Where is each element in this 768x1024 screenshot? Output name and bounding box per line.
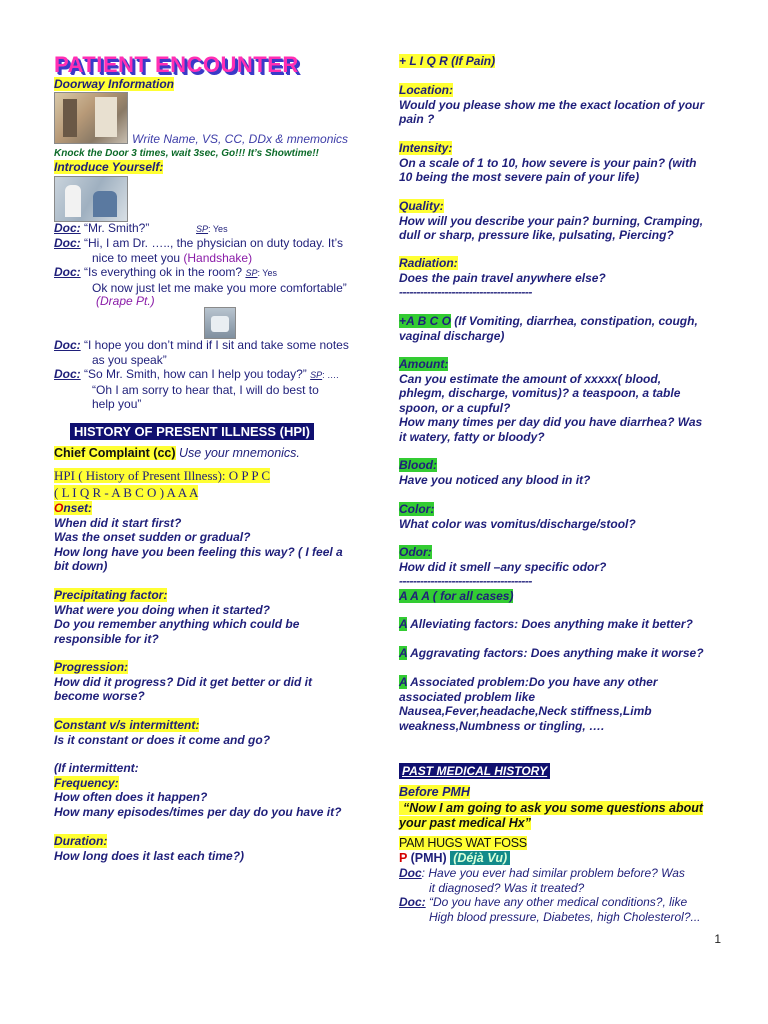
blood-question: Have you noticed any blood in it?	[399, 472, 591, 487]
page-number: 1	[714, 932, 721, 946]
sp-label: SP	[310, 370, 323, 380]
aaa-label: A A A ( for all cases)	[399, 588, 514, 603]
page-title: PATIENT ENCOUNTER	[54, 52, 299, 77]
blood-section	[399, 458, 729, 487]
hpi-line-1: HPI ( History of Present Illness): O P P C	[54, 468, 271, 483]
precipitating-question: What were you doing when it started?	[54, 602, 271, 617]
associated-text: Nausea,Fever,headache,Neck stiffness,Limb	[399, 704, 652, 718]
location-label: Location:	[399, 83, 453, 97]
dialogue-text: High blood pressure, Diabetes, high Cholesterol?...	[429, 909, 701, 924]
quality-question: dull or sharp, pressure like, pulsating, Piercing?	[399, 228, 674, 242]
abco-text: vaginal discharge)	[399, 328, 505, 343]
pmh-transition-quote	[399, 801, 729, 831]
onset-section	[54, 501, 372, 574]
dialogue-5	[54, 367, 372, 412]
onset-rest: nset:	[63, 501, 93, 515]
liqr-heading	[399, 54, 495, 69]
chief-complaint	[54, 446, 300, 461]
pmh-dialogue-2	[399, 895, 729, 924]
dialogue-text: “I hope you don’t mind if I sit and take some notes	[80, 338, 349, 352]
doc-label: Doc:	[54, 338, 81, 352]
onset-question: When did it start first?	[54, 515, 182, 530]
hpi-section-header	[70, 423, 314, 441]
chair-photo	[204, 307, 236, 339]
hpi-line-2: ( L I Q R - A B C O ) A A A	[54, 485, 199, 500]
knock-instruction: Knock the Door 3 times, wait 3sec, Go!!! It’s Showtime!!	[54, 148, 319, 159]
radiation-question: Does the pain travel anywhere else?	[399, 270, 606, 285]
progression-question: become worse?	[54, 689, 145, 703]
onset-question: bit down)	[54, 559, 108, 573]
precipitating-question: responsible for it?	[54, 631, 159, 646]
dialogue-4	[54, 338, 372, 367]
constant-section	[54, 718, 372, 747]
duration-question: How long does it last each time?)	[54, 848, 245, 863]
a-letter: A	[399, 675, 408, 689]
introduce-heading	[54, 160, 163, 175]
associated-text: Associated problem:Do you have any other	[407, 675, 658, 689]
abco-text: (If Vomiting, diarrhea, constipation, cough,	[450, 314, 698, 328]
sp-label: SP	[196, 224, 209, 234]
quote-line: your past medical Hx”	[399, 816, 531, 830]
doc-label: Doc:	[54, 236, 81, 250]
amount-question: How many times per day did you have diarrhea? Was	[399, 415, 703, 429]
amount-question: phlegm, discharge, vomitus)? a teaspoon, a table	[399, 386, 681, 400]
quality-question: How will you describe your pain? burning, Cramping,	[399, 213, 704, 228]
blood-label: Blood:	[399, 458, 437, 472]
liqr-label: + L I Q R (If Pain)	[399, 54, 496, 68]
onset-o-letter: O	[54, 501, 64, 515]
quality-label: Quality:	[399, 199, 444, 213]
location-question: Would you please show me the exact location of your	[399, 97, 705, 112]
frequency-question: How often does it happen?	[54, 790, 208, 804]
hpi-mnemonic	[54, 467, 270, 501]
sp-label: SP	[245, 268, 258, 278]
color-section	[399, 502, 729, 531]
doorway-photo	[54, 92, 128, 144]
dialogue-3	[54, 265, 372, 295]
divider: --------------------------------------	[399, 285, 532, 299]
amount-section	[399, 357, 729, 444]
color-question: What color was vomitus/discharge/stool?	[399, 516, 636, 531]
sp-response: : ….	[322, 370, 339, 380]
dialogue-text: : Have you ever had similar problem before? Was	[421, 866, 685, 880]
dialogue-text: “Mr. Smith?”	[80, 221, 150, 235]
onset-question: Was the onset sudden or gradual?	[54, 530, 251, 544]
pamhugs-mnemonic	[399, 836, 527, 850]
quality-section	[399, 199, 729, 243]
frequency-question: How many episodes/times per day do you have it?	[54, 804, 342, 819]
odor-section	[399, 545, 729, 603]
abco-section	[399, 314, 729, 343]
alleviating-text: Alleviating factors: Does anything make it better?	[407, 617, 693, 631]
sp-response: : Yes	[208, 224, 228, 234]
cc-label: Chief Complaint (cc)	[54, 446, 176, 460]
amount-question: it watery, fatty or bloody?	[399, 429, 545, 444]
intensity-question: On a scale of 1 to 10, how severe is your pain? (with	[399, 155, 697, 170]
aggravating-text: Aggravating factors: Does anything make it worse?	[407, 646, 704, 660]
doctor-patient-photo	[54, 176, 128, 222]
before-pmh-label: Before PMH	[399, 785, 470, 799]
doc-label: Doc	[399, 866, 422, 880]
progression-section	[54, 660, 372, 704]
dialogue-text: “Do you have any other medical conditions?, like	[425, 895, 688, 909]
location-section	[399, 83, 729, 127]
a-letter: A	[399, 617, 408, 631]
associated-section	[399, 675, 729, 733]
odor-label: Odor:	[399, 545, 432, 559]
location-question: pain ?	[399, 112, 435, 126]
color-label: Color:	[399, 502, 435, 516]
precipitating-section	[54, 588, 372, 646]
frequency-section	[54, 761, 372, 819]
odor-question: How did it smell –any specific odor?	[399, 559, 607, 574]
dialogue-text: it diagnosed? Was it treated?	[429, 880, 585, 895]
intensity-section	[399, 141, 729, 185]
intensity-question: 10 being the most severe pain of your life)	[399, 170, 640, 184]
radiation-section	[399, 256, 729, 300]
duration-label: Duration:	[54, 834, 108, 848]
dialogue-text: “Is everything ok in the room?	[80, 265, 243, 279]
dialogue-text: as you speak”	[92, 352, 167, 367]
associated-text: associated problem like	[399, 689, 536, 704]
handshake-note: (Handshake)	[183, 250, 253, 265]
dialogue-1	[54, 221, 228, 237]
dialogue-text: “Hi, I am Dr. ….., the physician on duty today. It’s	[80, 236, 344, 250]
onset-label	[54, 501, 92, 515]
hpi-header-text: HISTORY OF PRESENT ILLNESS (HPI)	[70, 423, 314, 440]
pamhugs-text: PAM HUGS WAT FOSS	[399, 836, 527, 850]
write-name-text: Write Name, VS, CC, DDx & mnemonics	[132, 132, 349, 146]
precipitating-question: Do you remember anything which could be	[54, 617, 300, 631]
doorway-label: Doorway Information	[54, 77, 175, 91]
progression-question: How did it progress? Did it get better or did it	[54, 674, 312, 689]
doc-label: Doc:	[54, 265, 81, 279]
a-letter: A	[399, 646, 408, 660]
doorway-heading	[54, 77, 174, 92]
dialogue-text: nice to meet you	[92, 250, 184, 265]
constant-question: Is it constant or does it come and go?	[54, 732, 271, 747]
amount-question: spoon, or a cupful?	[399, 400, 511, 415]
pmh-section-header	[399, 762, 550, 780]
precipitating-label: Precipitating factor:	[54, 588, 168, 602]
dialogue-text: “Oh I am sorry to hear that, I will do best to	[92, 382, 319, 397]
associated-text: weakness,Numbness or tingling, ….	[399, 718, 605, 733]
frequency-label: Frequency:	[54, 775, 119, 790]
duration-section	[54, 834, 372, 863]
sp-response: : Yes	[257, 268, 277, 278]
pmh-heading	[399, 851, 510, 865]
doc-label: Doc:	[399, 895, 426, 909]
pmh-header-text: PAST MEDICAL HISTORY	[399, 763, 550, 779]
amount-question: Can you estimate the amount of xxxxx( blood,	[399, 371, 662, 386]
aggravating-line	[399, 646, 729, 661]
radiation-label: Radiation:	[399, 256, 458, 270]
progression-label: Progression:	[54, 660, 129, 674]
doc-label: Doc:	[54, 221, 81, 235]
onset-question: How long have you been feeling this way? ( I feel a	[54, 544, 343, 559]
alleviating-line	[399, 617, 729, 632]
quote-line: “Now I am going to ask you some questions about	[399, 801, 703, 815]
amount-label: Amount:	[399, 357, 449, 371]
if-intermittent: (If intermittent:	[54, 761, 139, 775]
pmh-dialogue-1	[399, 866, 729, 895]
intensity-label: Intensity:	[399, 141, 453, 155]
constant-label: Constant v/s intermittent:	[54, 718, 200, 732]
pmh-paren: (PMH)	[407, 851, 447, 865]
deja-vu-badge: (Déjà Vu)	[450, 851, 510, 865]
cc-text: Use your mnemonics.	[175, 446, 300, 460]
p-letter: P	[399, 851, 408, 865]
dialogue-text: help you”	[92, 397, 142, 411]
divider: --------------------------------------	[399, 574, 532, 588]
abco-label: +A B C O	[399, 314, 451, 328]
dialogue-2	[54, 236, 372, 265]
doc-label: Doc:	[54, 367, 81, 381]
dialogue-text: Ok now just let me make you more comfortable”	[92, 280, 347, 295]
dialogue-text: “So Mr. Smith, how can I help you today?”	[80, 367, 307, 381]
drape-note: (Drape Pt.)	[96, 294, 155, 308]
before-pmh	[399, 785, 470, 799]
introduce-label: Introduce Yourself:	[54, 160, 164, 174]
